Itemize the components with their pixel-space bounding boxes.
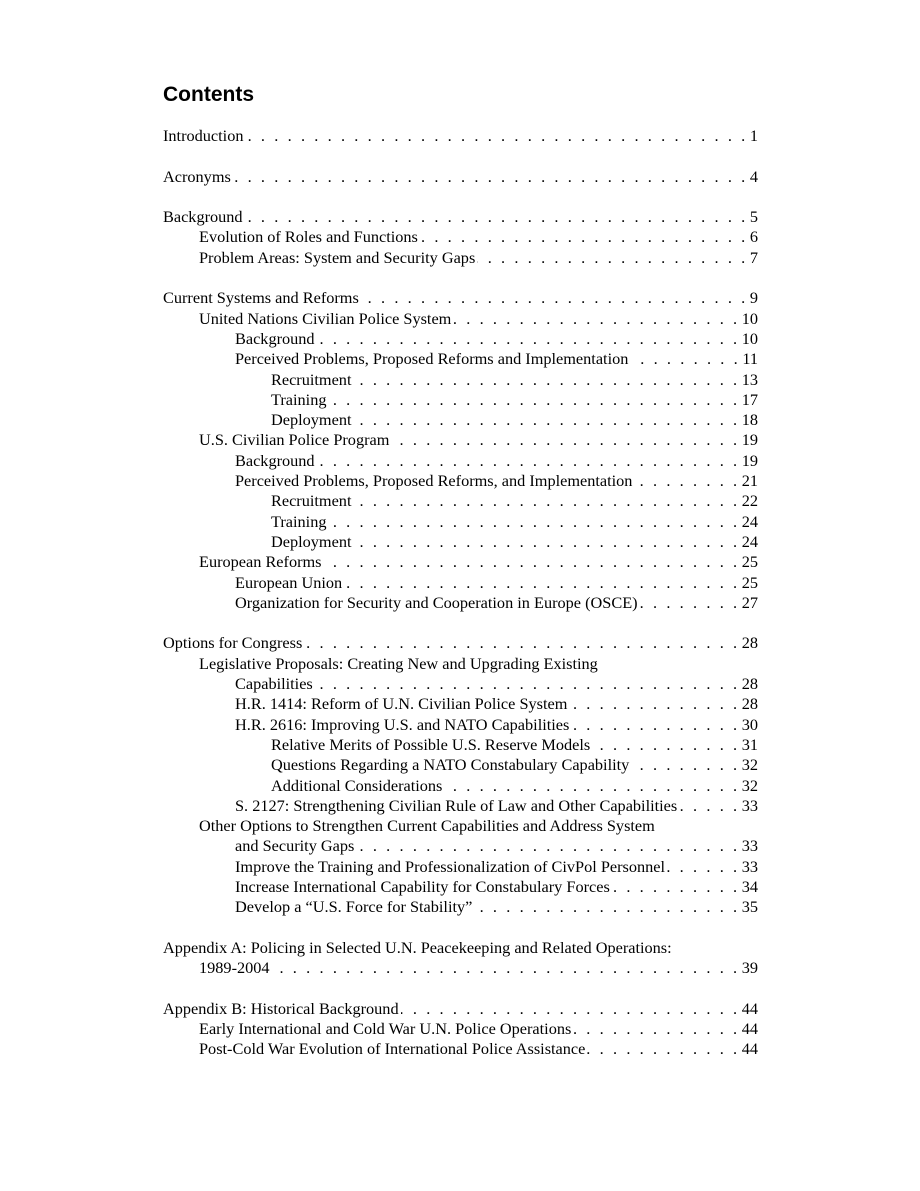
toc-entry[interactable] <box>163 755 758 775</box>
dot-leader <box>344 573 740 593</box>
toc-entry[interactable] <box>163 491 758 511</box>
dot-leader <box>272 958 740 978</box>
toc-entry[interactable] <box>163 1039 758 1059</box>
toc-entry[interactable] <box>163 674 758 694</box>
toc-entry-title: Early International and Cold War U.N. Police Operations <box>199 1019 572 1039</box>
dot-leader <box>477 248 748 268</box>
toc-entry-page: 11 <box>742 349 758 369</box>
toc-entry-page: 44 <box>741 1039 758 1059</box>
table-of-contents <box>163 126 758 1060</box>
toc-entry-page: 27 <box>741 592 758 612</box>
toc-entry-title: Deployment <box>271 410 352 430</box>
toc-entry-title: Options for Congress <box>163 633 303 653</box>
toc-entry-title: Deployment <box>271 531 352 551</box>
toc-entry[interactable] <box>163 857 758 877</box>
toc-entry-title: Perceived Problems, Proposed Reforms and Implementation <box>235 349 629 369</box>
toc-entry[interactable] <box>163 451 758 471</box>
toc-entry-title: Training <box>271 389 327 409</box>
toc-entry-page: 39 <box>741 958 758 978</box>
toc-entry[interactable] <box>163 248 758 268</box>
toc-entry[interactable] <box>163 410 758 430</box>
dot-leader <box>573 1019 739 1039</box>
toc-entry[interactable] <box>163 715 758 735</box>
toc-entry[interactable] <box>163 227 758 247</box>
toc-entry[interactable] <box>163 593 758 613</box>
toc-entry-title: Recruitment <box>271 369 352 389</box>
toc-entry[interactable] <box>163 288 758 308</box>
toc-entry-page: 7 <box>749 247 758 267</box>
toc-entry-title: Background <box>163 207 243 227</box>
toc-entry-title: Acronyms <box>163 166 231 186</box>
dot-leader <box>630 349 740 369</box>
toc-entry-page: 33 <box>741 856 758 876</box>
toc-entry[interactable] <box>163 694 758 714</box>
toc-entry[interactable] <box>163 532 758 552</box>
toc-entry-page: 18 <box>741 410 758 430</box>
toc-entry[interactable] <box>163 471 758 491</box>
dot-leader <box>353 532 739 552</box>
dot-leader <box>640 593 740 613</box>
toc-entry-title: Legislative Proposals: Creating New and Upgrading Existing <box>199 653 598 673</box>
toc-entry-title: H.R. 2616: Improving U.S. and NATO Capabilities <box>235 714 570 734</box>
toc-entry-title: Organization for Security and Cooperation in Europe (OSCE) <box>235 592 638 612</box>
toc-entry-page: 19 <box>741 450 758 470</box>
toc-entry[interactable] <box>163 309 758 329</box>
dot-leader <box>324 552 740 572</box>
toc-entry-page: 9 <box>749 288 758 308</box>
toc-entry-title: Questions Regarding a NATO Constabulary Capability <box>271 755 630 775</box>
toc-entry[interactable] <box>163 776 758 796</box>
toc-entry-page: 24 <box>741 511 758 531</box>
toc-entry-page: 28 <box>741 674 758 694</box>
toc-entry-title: and Security Gaps <box>235 836 355 856</box>
dot-leader <box>353 370 739 390</box>
dot-leader <box>612 877 740 897</box>
toc-entry-title: 1989-2004 <box>199 958 270 978</box>
toc-entry[interactable] <box>163 167 758 187</box>
dot-leader <box>356 836 739 856</box>
dot-leader <box>453 309 739 329</box>
toc-entry[interactable] <box>163 654 758 674</box>
toc-entry-title: European Union <box>235 572 343 592</box>
toc-entry-title: S. 2127: Strengthening Civilian Rule of Law and Other Capabilities <box>235 795 678 815</box>
toc-entry-title: Introduction <box>163 126 244 145</box>
dot-leader <box>317 451 740 471</box>
toc-entry[interactable] <box>163 207 758 227</box>
toc-entry-page: 35 <box>741 897 758 917</box>
dot-leader <box>679 796 739 816</box>
toc-entry-page: 17 <box>741 389 758 409</box>
dot-leader <box>245 207 748 227</box>
toc-entry-page: 33 <box>741 795 758 815</box>
toc-entry-page: 6 <box>749 227 758 247</box>
dot-leader <box>233 167 748 187</box>
dot-leader <box>353 410 739 430</box>
dot-leader <box>420 227 748 247</box>
toc-entry-title: Additional Considerations <box>271 775 443 795</box>
dot-leader <box>667 857 740 877</box>
toc-entry-page: 4 <box>749 166 758 186</box>
toc-entry-title: H.R. 1414: Reform of U.N. Civilian Police System <box>235 694 568 714</box>
toc-entry-title: Increase International Capability for Constabulary Forces <box>235 876 610 896</box>
toc-entry-page: 25 <box>741 552 758 572</box>
dot-leader <box>592 735 739 755</box>
toc-entry-page: 13 <box>741 369 758 389</box>
toc-entry-title: Other Options to Strengthen Current Capabilities and Address System <box>199 816 655 836</box>
toc-entry-page: 5 <box>749 207 758 227</box>
toc-entry-title: Background <box>235 450 315 470</box>
toc-entry-page: 21 <box>741 471 758 491</box>
toc-entry-page: 34 <box>741 876 758 896</box>
dot-leader <box>634 471 739 491</box>
toc-entry[interactable] <box>163 816 758 836</box>
toc-entry-page: 19 <box>741 430 758 450</box>
toc-entry[interactable] <box>163 573 758 593</box>
dot-leader <box>571 715 739 735</box>
dot-leader <box>329 390 740 410</box>
toc-entry-page: 25 <box>741 572 758 592</box>
toc-entry-page: 33 <box>741 836 758 856</box>
toc-entry[interactable] <box>163 430 758 450</box>
toc-entry[interactable] <box>163 370 758 390</box>
toc-entry-title: Evolution of Roles and Functions <box>199 227 418 247</box>
toc-entry-page: 10 <box>741 328 758 348</box>
toc-entry[interactable] <box>163 552 758 572</box>
toc-entry-page: 10 <box>741 308 758 328</box>
dot-leader <box>245 126 747 146</box>
toc-entry-title: Capabilities <box>235 674 313 694</box>
toc-entry[interactable] <box>163 897 758 917</box>
toc-entry-title: Appendix A: Policing in Selected U.N. Peacekeeping and Related Operations: <box>163 937 672 957</box>
toc-entry[interactable] <box>163 512 758 532</box>
toc-entry-page: 31 <box>741 734 758 754</box>
dot-leader <box>315 674 740 694</box>
dot-leader <box>329 512 740 532</box>
toc-entry-page: 22 <box>741 491 758 511</box>
toc-entry-title: Problem Areas: System and Security Gaps <box>199 247 476 267</box>
toc-entry-title: European Reforms <box>199 552 322 572</box>
toc-entry[interactable] <box>163 1019 758 1039</box>
dot-leader <box>631 755 739 775</box>
toc-entry[interactable] <box>163 836 758 856</box>
toc-entry[interactable] <box>163 877 758 897</box>
toc-entry-title: Recruitment <box>271 491 352 511</box>
toc-entry[interactable] <box>163 938 758 958</box>
dot-leader <box>474 897 739 917</box>
toc-entry[interactable] <box>163 735 758 755</box>
toc-entry[interactable] <box>163 329 758 349</box>
toc-entry-title: Appendix B: Historical Background <box>163 998 399 1018</box>
toc-entry-title: Develop a “U.S. Force for Stability” <box>235 897 473 917</box>
toc-entry-title: Training <box>271 511 327 531</box>
dot-leader <box>304 633 739 653</box>
toc-entry-title: Relative Merits of Possible U.S. Reserve Models <box>271 734 591 754</box>
toc-entry-title: U.S. Civilian Police Program <box>199 430 390 450</box>
toc-entry-page: 28 <box>741 633 758 653</box>
dot-leader <box>353 491 739 511</box>
toc-entry[interactable] <box>163 796 758 816</box>
toc-entry[interactable] <box>163 999 758 1019</box>
toc-entry-title: Background <box>235 328 315 348</box>
dot-leader <box>361 288 748 308</box>
dot-leader <box>569 694 739 714</box>
toc-entry[interactable] <box>163 349 758 369</box>
toc-entry-title: Improve the Training and Professionalization of CivPol Personnel <box>235 856 666 876</box>
toc-entry[interactable] <box>163 958 758 978</box>
toc-entry-page: 24 <box>741 531 758 551</box>
dot-leader <box>587 1039 739 1059</box>
toc-entry-page: 28 <box>741 694 758 714</box>
dot-leader <box>317 329 740 349</box>
toc-entry-title: United Nations Civilian Police System <box>199 308 452 328</box>
toc-entry-page: 1 <box>749 126 758 145</box>
toc-entry-page: 44 <box>741 998 758 1018</box>
toc-entry[interactable] <box>163 126 758 146</box>
dot-leader <box>401 999 740 1019</box>
toc-entry-title: Post-Cold War Evolution of International Police Assistance <box>199 1039 586 1059</box>
toc-entry-page: 44 <box>741 1019 758 1039</box>
toc-entry-page: 30 <box>741 714 758 734</box>
toc-entry-page: 32 <box>741 755 758 775</box>
toc-entry-title: Current Systems and Reforms <box>163 288 359 308</box>
dot-leader <box>444 776 739 796</box>
dot-leader <box>391 430 739 450</box>
toc-entry-page: 32 <box>741 775 758 795</box>
toc-entry[interactable] <box>163 633 758 653</box>
toc-entry[interactable] <box>163 390 758 410</box>
toc-entry-title: Perceived Problems, Proposed Reforms, and Implementation <box>235 471 633 491</box>
page-title: Contents <box>163 83 254 106</box>
